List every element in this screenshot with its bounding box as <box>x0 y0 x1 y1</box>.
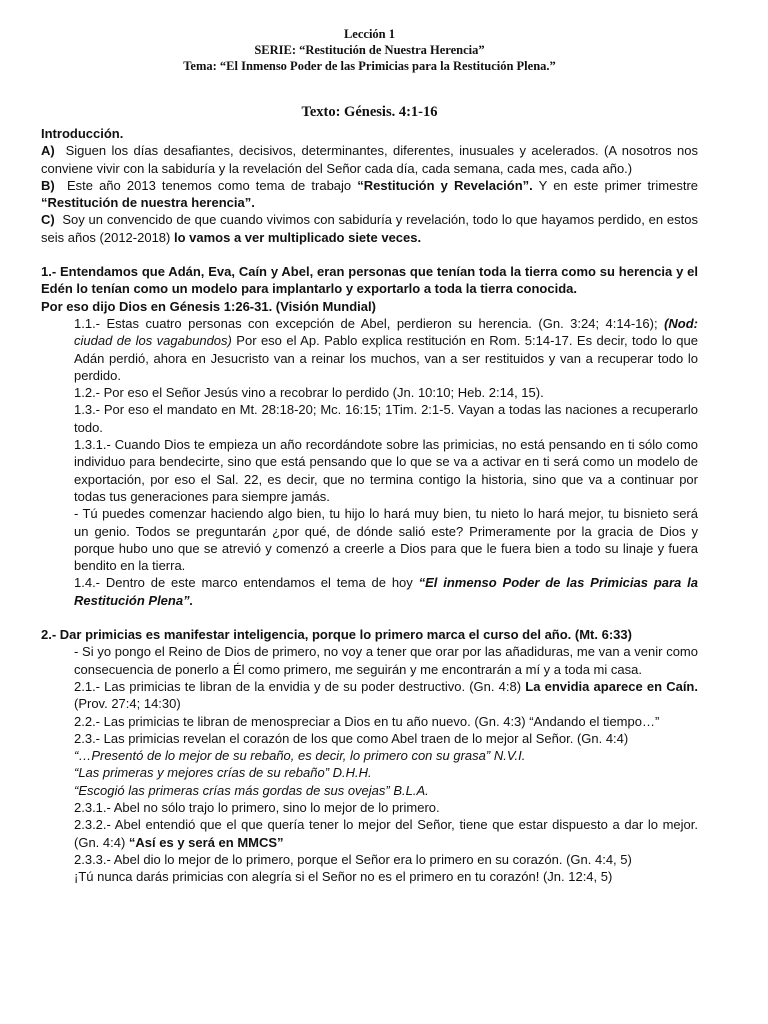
intro-b-label: B) <box>41 177 55 193</box>
p14-theme-quote: “El inmenso Poder de las Primicias para la Restitución Plena”. <box>74 575 698 608</box>
intro-c-bold: lo vamos a ver multiplicado siete veces. <box>173 229 422 245</box>
paragraph-1-3: 1.3.- Por eso el mandato en Mt. 28:18-20; Mc. 16:15; 1Tim. 2:1-5. Vayan a todas las naciones a recuperarlo todo. <box>74 402 698 435</box>
theme-title: Tema: “El Inmenso Poder de las Primicias para la Restitución Plena.” <box>183 59 556 73</box>
intro-paragraph-a <box>41 142 698 177</box>
intro-b-text: Este año 2013 tenemos como tema de trabajo <box>66 177 358 193</box>
p232-bold: “Así es y será en MMCS” <box>128 834 284 850</box>
quote-dhh: “Las primeras y mejores crías de su rebaño” D.H.H. <box>74 765 372 781</box>
p11-nod-label: (Nod: <box>664 315 698 331</box>
document-header <box>41 0 698 74</box>
paragraph-2-3-3: 2.3.3.- Abel dio lo mejor de lo primero, porque el Señor era lo primero en su corazón. (Gn. 4:4, 5) <box>74 851 632 867</box>
p11-nod-text: ciudad de los vagabundos) <box>74 333 232 349</box>
quote-bla: “Escogió las primeras crías más gordas de sus ovejas” B.L.A. <box>74 782 429 798</box>
intro-a-label: A) <box>41 143 55 159</box>
p232-text: 2.3.2.- Abel entendió que el que quería tener lo mejor del Señor, tiene que estar dispuesto a dar lo mejor. (Gn. 4:4) <box>74 817 698 850</box>
intro-b-bold1: “Restitución y Revelación”. <box>357 177 533 193</box>
intro-c-label: C) <box>41 212 55 228</box>
intro-c-text: Soy un convencido de que cuando vivimos con sabiduría y revelación, todo lo que hayamos perdido, en estos seis años (2012-2018) <box>41 212 698 245</box>
paragraph-2-3-2 <box>41 816 698 851</box>
paragraph-1-1 <box>41 315 698 384</box>
paragraph-2-dash: - Si yo pongo el Reino de Dios de primero, no voy a tener que orar por las añadiduras, me van a venir como consecuencia de ponerlo a Él como primero, me seguirán y me encontrarán a mí y a toda mi casa. <box>74 644 698 677</box>
section-1-subheading: Por eso dijo Dios en Génesis 1:26-31. (Visión Mundial) <box>41 298 376 314</box>
p11-text: 1.1.- Estas cuatro personas con excepción de Abel, perdieron su herencia. (Gn. 3:24; 4:14-16); <box>74 315 665 331</box>
intro-paragraph-c <box>41 211 698 246</box>
paragraph-1-2: 1.2.- Por eso el Señor Jesús vino a recobrar lo perdido (Jn. 10:10; Heb. 2:14, 15). <box>74 385 544 401</box>
section-2-heading: 2.- Dar primicias es manifestar inteligencia, porque lo primero marca el curso del año. (Mt. 6:33) <box>41 627 632 643</box>
paragraph-2-1 <box>41 678 698 713</box>
quote-nvi: “…Presentó de lo mejor de su rebaño, es decir, lo primero con su grasa” N.V.I. <box>74 748 526 764</box>
spacer <box>41 246 698 263</box>
p11-text-b: Por eso el Ap. Pablo explica restitución en Rom. 5:14-17. Es decir, todo lo que Adán perdió, ahora en Jesucristo van a reinar los muchos, van a ser restituidos y van a recuperar todo lo perdido. <box>74 333 698 383</box>
paragraph-1-4 <box>41 574 698 609</box>
lesson-label: Lección 1 <box>343 27 396 41</box>
paragraph-2-2: 2.2.- Las primicias te libran de menospreciar a Dios en tu año nuevo. (Gn. 4:3) “Andando el tiempo…” <box>74 713 660 729</box>
section-1-heading: 1.- Entendamos que Adán, Eva, Caín y Abel, eran personas que tenían toda la tierra como su herencia y el Edén lo tenían como un modelo para implantarlo y exportarlo a toda la tierra conocida. <box>41 264 698 297</box>
text-reference-title: Texto: Génesis. 4:1-16 <box>301 104 438 120</box>
paragraph-2-3-1: 2.3.1.- Abel no sólo trajo lo primero, sino lo mejor de lo primero. <box>74 799 440 815</box>
intro-b-bold2: “Restitución de nuestra herencia”. <box>41 195 255 211</box>
p21-bold: La envidia aparece en Caín. <box>525 678 698 694</box>
paragraph-2-closing: ¡Tú nunca darás primicias con alegría si el Señor no es el primero en tu corazón! (Jn. 12:4, 5) <box>74 869 613 885</box>
intro-a-text: Siguen los días desafiantes, decisivos, determinantes, diferentes, inusuales y acelerados. (A nosotros nos conviene vivir con la sabiduría y la revelación del Señor cada día, cada semana, cada mes, cada año.) <box>41 143 698 176</box>
p21-ref: (Prov. 27:4; 14:30) <box>74 696 181 712</box>
intro-paragraph-b <box>41 177 698 212</box>
series-title: SERIE: “Restitución de Nuestra Herencia” <box>254 43 485 57</box>
p14-text: 1.4.- Dentro de este marco entendamos el tema de hoy <box>74 575 419 591</box>
paragraph-1-3-1: 1.3.1.- Cuando Dios te empieza un año recordándote sobre las primicias, no está pensando en ti sólo como individuo para bendecirte, sino que está pensando que lo que se va a activar en ti será como un modelo de exportación, por eso el Sal. 22, es decir, que no termina contigo la historia, sino que va a continuar por todas tus generaciones para siempre jamás. <box>74 437 698 504</box>
paragraph-1-dash: - Tú puedes comenzar haciendo algo bien, tu hijo lo hará muy bien, tu nieto lo hará mejor, tu bisnieto será un genio. Todos se preguntarán ¿por qué, de dónde salió este? Primeramente por la gracia de Dios y porque hubo uno que se atrevió y comenzó a creerle a Dios para que le fuera bien a todo su linaje y fuera bendito en la tierra. <box>74 506 698 574</box>
paragraph-2-3: 2.3.- Las primicias revelan el corazón de los que como Abel traen de lo mejor al Señor. (Gn. 4:4) <box>74 730 629 746</box>
p21-text: 2.1.- Las primicias te libran de la envidia y de su poder destructivo. (Gn. 4:8) <box>74 678 526 694</box>
spacer <box>41 609 698 626</box>
intro-heading: Introducción. <box>41 126 124 141</box>
intro-b-text2: Y en este primer trimestre <box>532 177 699 193</box>
